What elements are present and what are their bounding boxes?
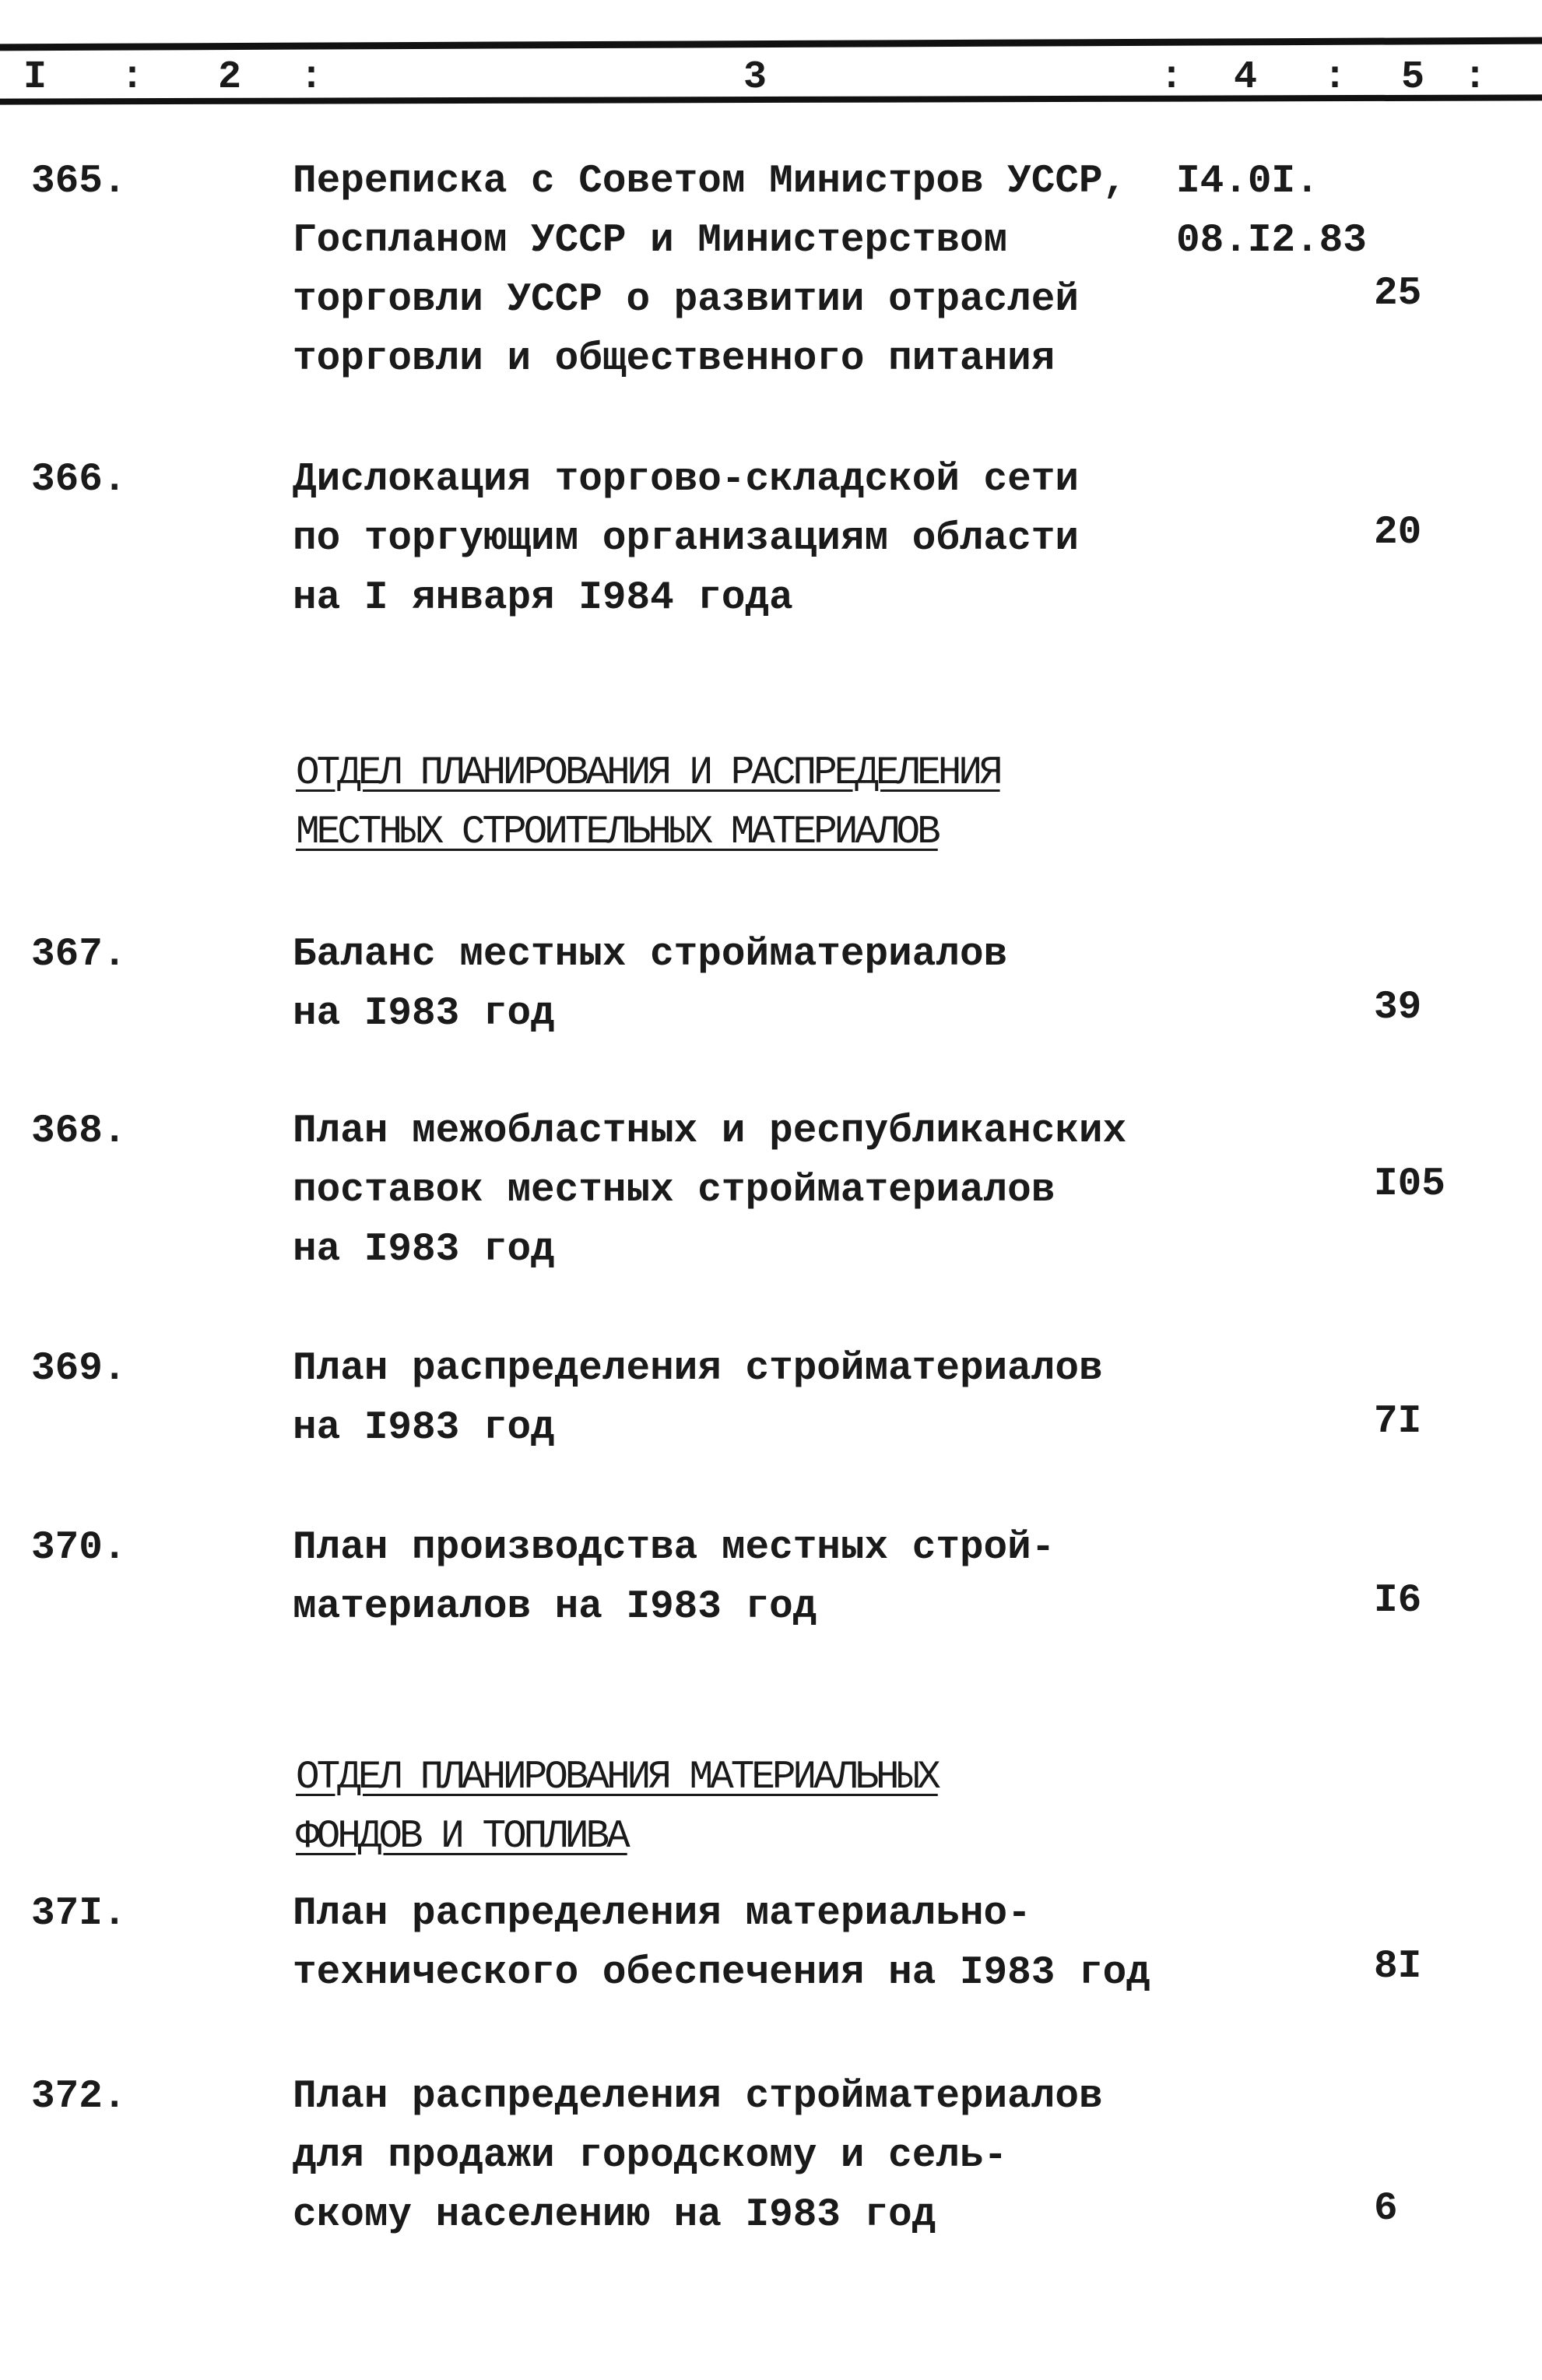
- entry-page-count: I6: [1374, 1579, 1422, 1623]
- entry-title-line: для продажи городскому и сель-: [293, 2134, 1008, 2178]
- entry-title-line: торговли УССР о развитии отраслей: [293, 278, 1079, 322]
- entry-title-line: на I983 год: [293, 1228, 555, 1272]
- entry-page-count: I05: [1374, 1162, 1445, 1207]
- entry-date: 08.I2.83: [1176, 219, 1367, 263]
- entry-title-line: скому населению на I983 год: [293, 2193, 936, 2238]
- entry-number: 372.: [31, 2075, 127, 2119]
- entry-number: 368.: [31, 1109, 127, 1154]
- entry-title-line: технического обеспечения на I983 год: [293, 1951, 1150, 1995]
- entry-title-line: торговли и общественного питания: [293, 337, 1056, 381]
- entry-title-line: на I983 год: [293, 1406, 555, 1450]
- entry-date: I4.0I.: [1176, 160, 1319, 204]
- entry-number: 365.: [31, 160, 127, 204]
- entry-title-line: поставок местных стройматериалов: [293, 1169, 1056, 1213]
- entry-title-line: План производства местных строй-: [293, 1526, 1056, 1570]
- section-heading: МЕСТНЫХ СТРОИТЕЛЬНЫХ МАТЕРИАЛОВ: [296, 810, 938, 855]
- column-separator: :: [300, 55, 324, 100]
- column-separator: :: [1160, 55, 1184, 100]
- header-top-rule: [0, 37, 1542, 51]
- entry-page-count: 6: [1374, 2187, 1398, 2231]
- entry-number: 367.: [31, 933, 127, 977]
- entry-title-line: Переписка с Советом Министров УССР,: [293, 160, 1127, 204]
- column-separator: :: [121, 55, 145, 100]
- section-heading: ОТДЕЛ ПЛАНИРОВАНИЯ МАТЕРИАЛЬНЫХ: [296, 1756, 938, 1800]
- column-header: I: [23, 55, 47, 100]
- entry-title-line: Госпланом УССР и Министерством: [293, 219, 1008, 263]
- section-heading: ФОНДОВ И ТОПЛИВА: [296, 1815, 627, 1859]
- entry-title-line: План распределения стройматериалов: [293, 2075, 1103, 2119]
- entry-title-line: План распределения стройматериалов: [293, 1347, 1103, 1391]
- entry-page-count: 8I: [1374, 1945, 1422, 1989]
- column-header: 5: [1401, 55, 1425, 100]
- entry-number: 369.: [31, 1347, 127, 1391]
- entry-title-line: по торгующим организациям области: [293, 517, 1079, 561]
- entry-page-count: 39: [1374, 986, 1422, 1030]
- entry-page-count: 20: [1374, 511, 1422, 555]
- entry-title-line: План межобластных и республиканских: [293, 1109, 1127, 1154]
- entry-page-count: 25: [1374, 272, 1422, 316]
- column-separator: :: [1463, 55, 1488, 100]
- entry-title-line: План распределения материально-: [293, 1892, 1031, 1936]
- entry-page-count: 7I: [1374, 1400, 1422, 1444]
- section-heading: ОТДЕЛ ПЛАНИРОВАНИЯ И РАСПРЕДЕЛЕНИЯ: [296, 751, 1000, 796]
- entry-title-line: на I983 год: [293, 992, 555, 1036]
- entry-title-line: Баланс местных стройматериалов: [293, 933, 1008, 977]
- entry-number: 370.: [31, 1526, 127, 1570]
- column-header: 4: [1234, 55, 1258, 100]
- entry-title-line: Дислокация торгово-складской сети: [293, 458, 1079, 502]
- column-separator: :: [1323, 55, 1347, 100]
- entry-number: 37I.: [31, 1892, 127, 1936]
- column-header: 3: [743, 55, 767, 100]
- entry-title-line: на I января I984 года: [293, 576, 793, 620]
- column-header: 2: [218, 55, 242, 100]
- entry-title-line: материалов на I983 год: [293, 1585, 817, 1629]
- entry-number: 366.: [31, 458, 127, 502]
